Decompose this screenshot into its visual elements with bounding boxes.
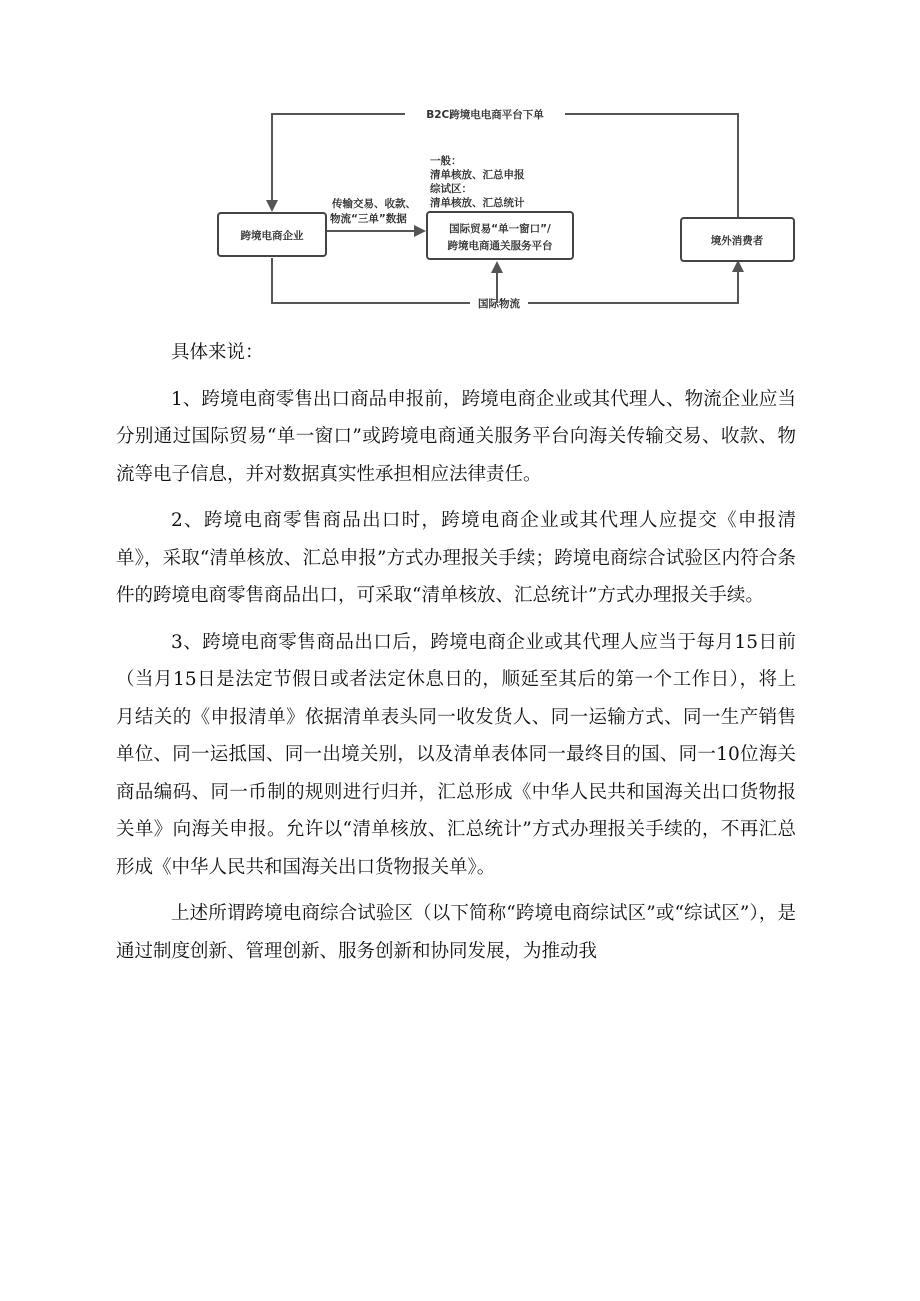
data-transfer-arrowhead [414,225,426,237]
platform-label-line-1: 国际贸易“单一窗口”/ [449,223,551,235]
data-label-line-2: 物流“三单”数据 [330,213,407,225]
consumer-label: 境外消费者 [710,235,764,247]
enterprise-label: 跨境电商企业 [240,230,304,242]
paragraph-intro: 具体来说： [171,342,264,363]
bottom-flow-label: 国际物流 [478,298,520,310]
platform-label-line-2: 跨境电商通关服务平台 [447,240,553,252]
top-flow-label: B2C跨境电电商平台下单 [426,109,544,121]
platform-feed-arrowhead [491,261,503,273]
mode-line-1: 一般： [430,155,462,167]
top-flow-arrowhead [266,200,278,212]
mode-line-3: 综试区： [430,183,472,195]
paragraph-item-3: 3、跨境电商零售商品出口后，跨境电商企业或其代理人应当于每月15日前（当月15日是法定节假日或者法定休息日的，顺延至其后的第一个工作日），将上月结关的《申报清单》依据清单表头同一收发货人、同一运输方式、同一生产销售单位、同一运抵国、同一出境关别，以及清单表体同一最终目的国、同一10位海关商品编码、同一币制的规则进行归并，汇总形成《中华人民共和国海关出口货物报关单》向海关申报。允许以“清单核放、汇总统计”方式办理报关手续的，不再汇总形成《中华人民共和国海关出口货物报关单》。 [116,631,796,878]
mode-line-2: 清单核放、汇总申报 [430,169,525,181]
data-label-line-1: 传输交易、收款、 [332,198,416,210]
document-body [116,330,796,970]
flow-diagram [0,0,920,330]
paragraph-item-1: 1、跨境电商零售出口商品申报前，跨境电商企业或其代理人、物流企业应当分别通过国际贸易“单一窗口”或跨境电商通关服务平台向海关传输交易、收款、物流等电子信息，并对数据真实性承担相应法律责任。 [116,388,796,485]
paragraph-definition: 上述所谓跨境电商综合试验区（以下简称“跨境电商综试区”或“综试区”），是通过制度创新、管理创新、服务创新和协同发展，为推动我 [116,903,796,962]
mode-line-4: 清单核放、汇总统计 [430,197,525,209]
paragraph-item-2: 2、跨境电商零售商品出口时，跨境电商企业或其代理人应提交《申报清单》，采取“清单核放、汇总申报”方式办理报关手续；跨境电商综合试验区内符合条件的跨境电商零售商品出口，可采取“清单核放、汇总统计”方式办理报关手续。 [116,510,796,606]
